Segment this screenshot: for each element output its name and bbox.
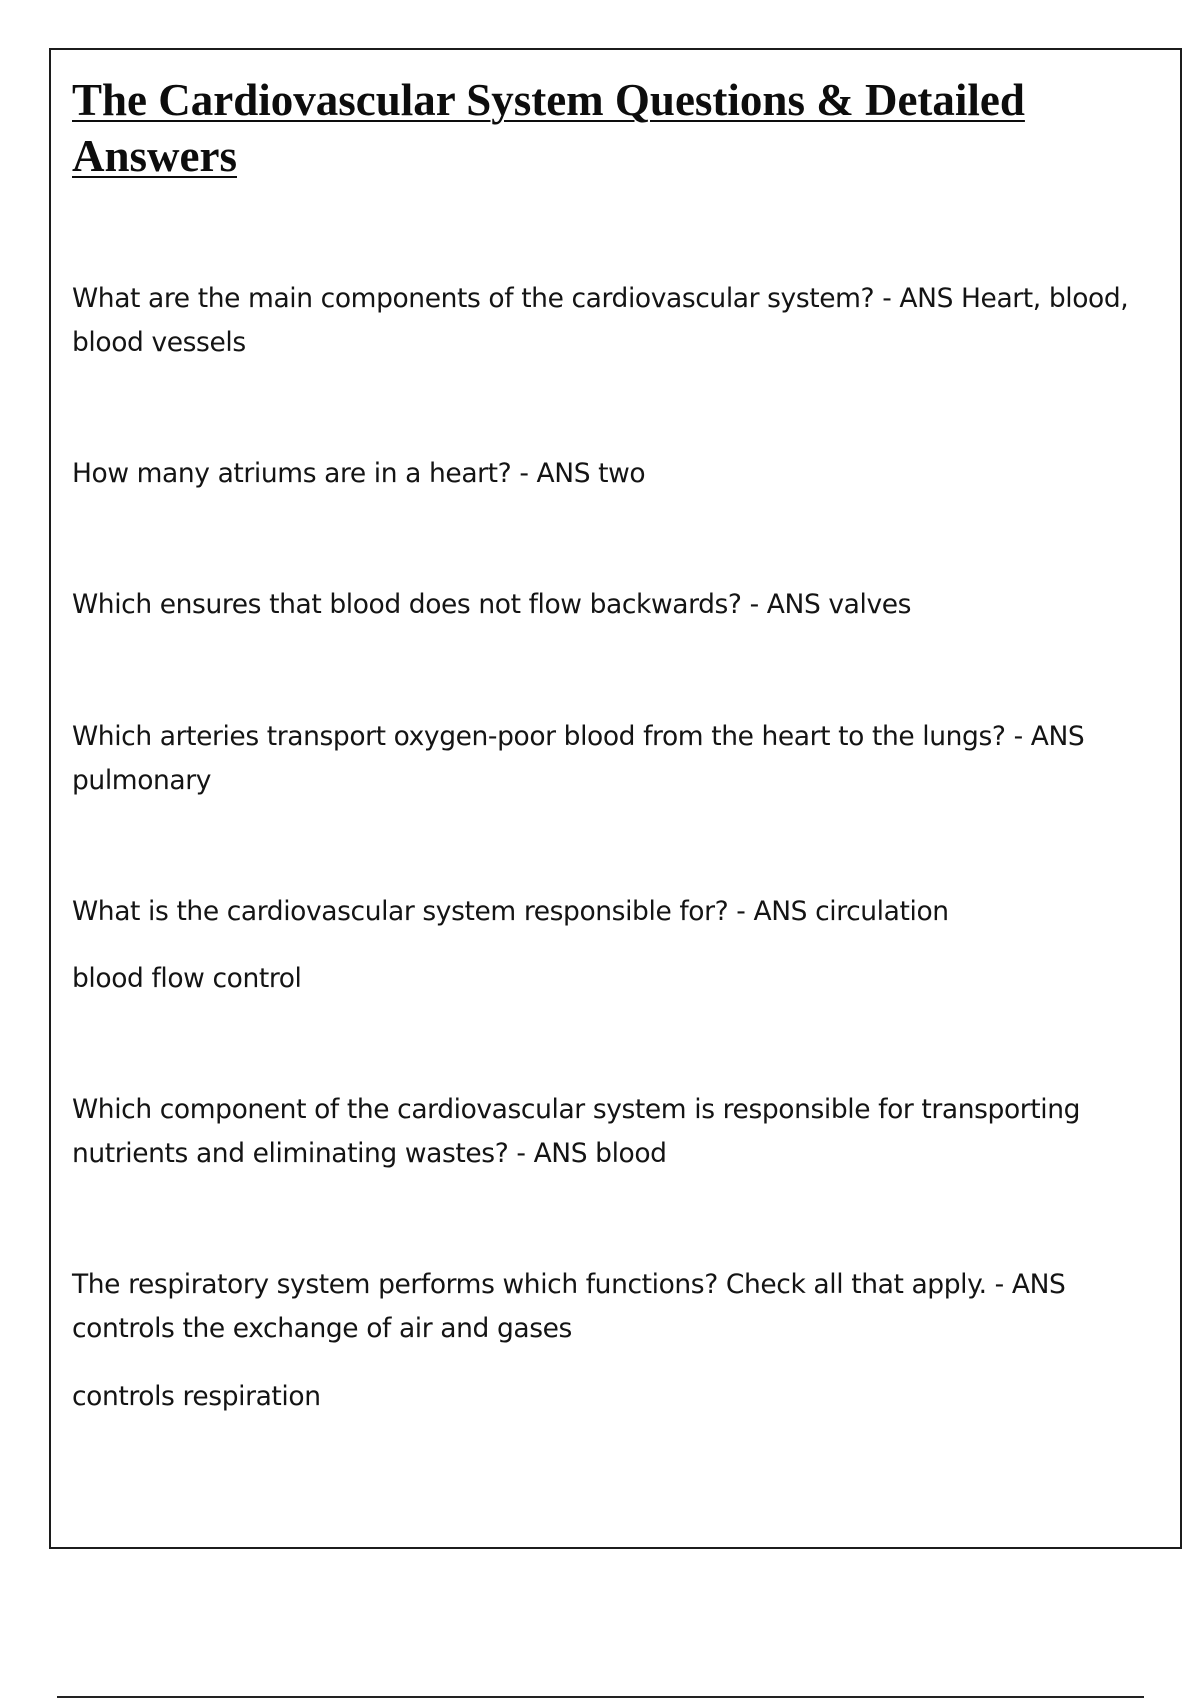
qa-item-7 xyxy=(72,1263,1152,1351)
qa-item-5 xyxy=(72,890,1152,934)
qa-item-4 xyxy=(72,715,1152,803)
qa-line: Which ensures that blood does not flow backwards? - ANS valves xyxy=(72,589,912,620)
title-line-1: The Cardiovascular System Questions & Detailed xyxy=(72,75,1025,125)
footer-divider xyxy=(57,1696,1144,1698)
qa-item-2 xyxy=(72,452,1152,496)
qa-item-6 xyxy=(72,1088,1152,1176)
document-title xyxy=(72,72,1132,184)
title-line-2: Answers xyxy=(72,131,237,181)
qa-item-7-extra: controls respiration xyxy=(72,1381,321,1412)
qa-line: Which arteries transport oxygen-poor blood from the heart to the lungs? - ANS xyxy=(72,721,1085,752)
qa-line: nutrients and eliminating wastes? - ANS blood xyxy=(72,1138,667,1169)
qa-line: What is the cardiovascular system responsible for? - ANS circulation xyxy=(72,896,949,927)
qa-line: blood vessels xyxy=(72,327,246,358)
qa-line: The respiratory system performs which functions? Check all that apply. - ANS xyxy=(72,1269,1066,1300)
qa-line: controls the exchange of air and gases xyxy=(72,1313,572,1344)
qa-item-1 xyxy=(72,277,1152,365)
qa-line: How many atriums are in a heart? - ANS two xyxy=(72,458,646,489)
qa-item-5-extra: blood flow control xyxy=(72,963,302,994)
qa-line: pulmonary xyxy=(72,765,212,796)
qa-item-3 xyxy=(72,583,1152,627)
qa-line: What are the main components of the cardiovascular system? - ANS Heart, blood, xyxy=(72,283,1129,314)
qa-line: Which component of the cardiovascular system is responsible for transporting xyxy=(72,1094,1081,1125)
